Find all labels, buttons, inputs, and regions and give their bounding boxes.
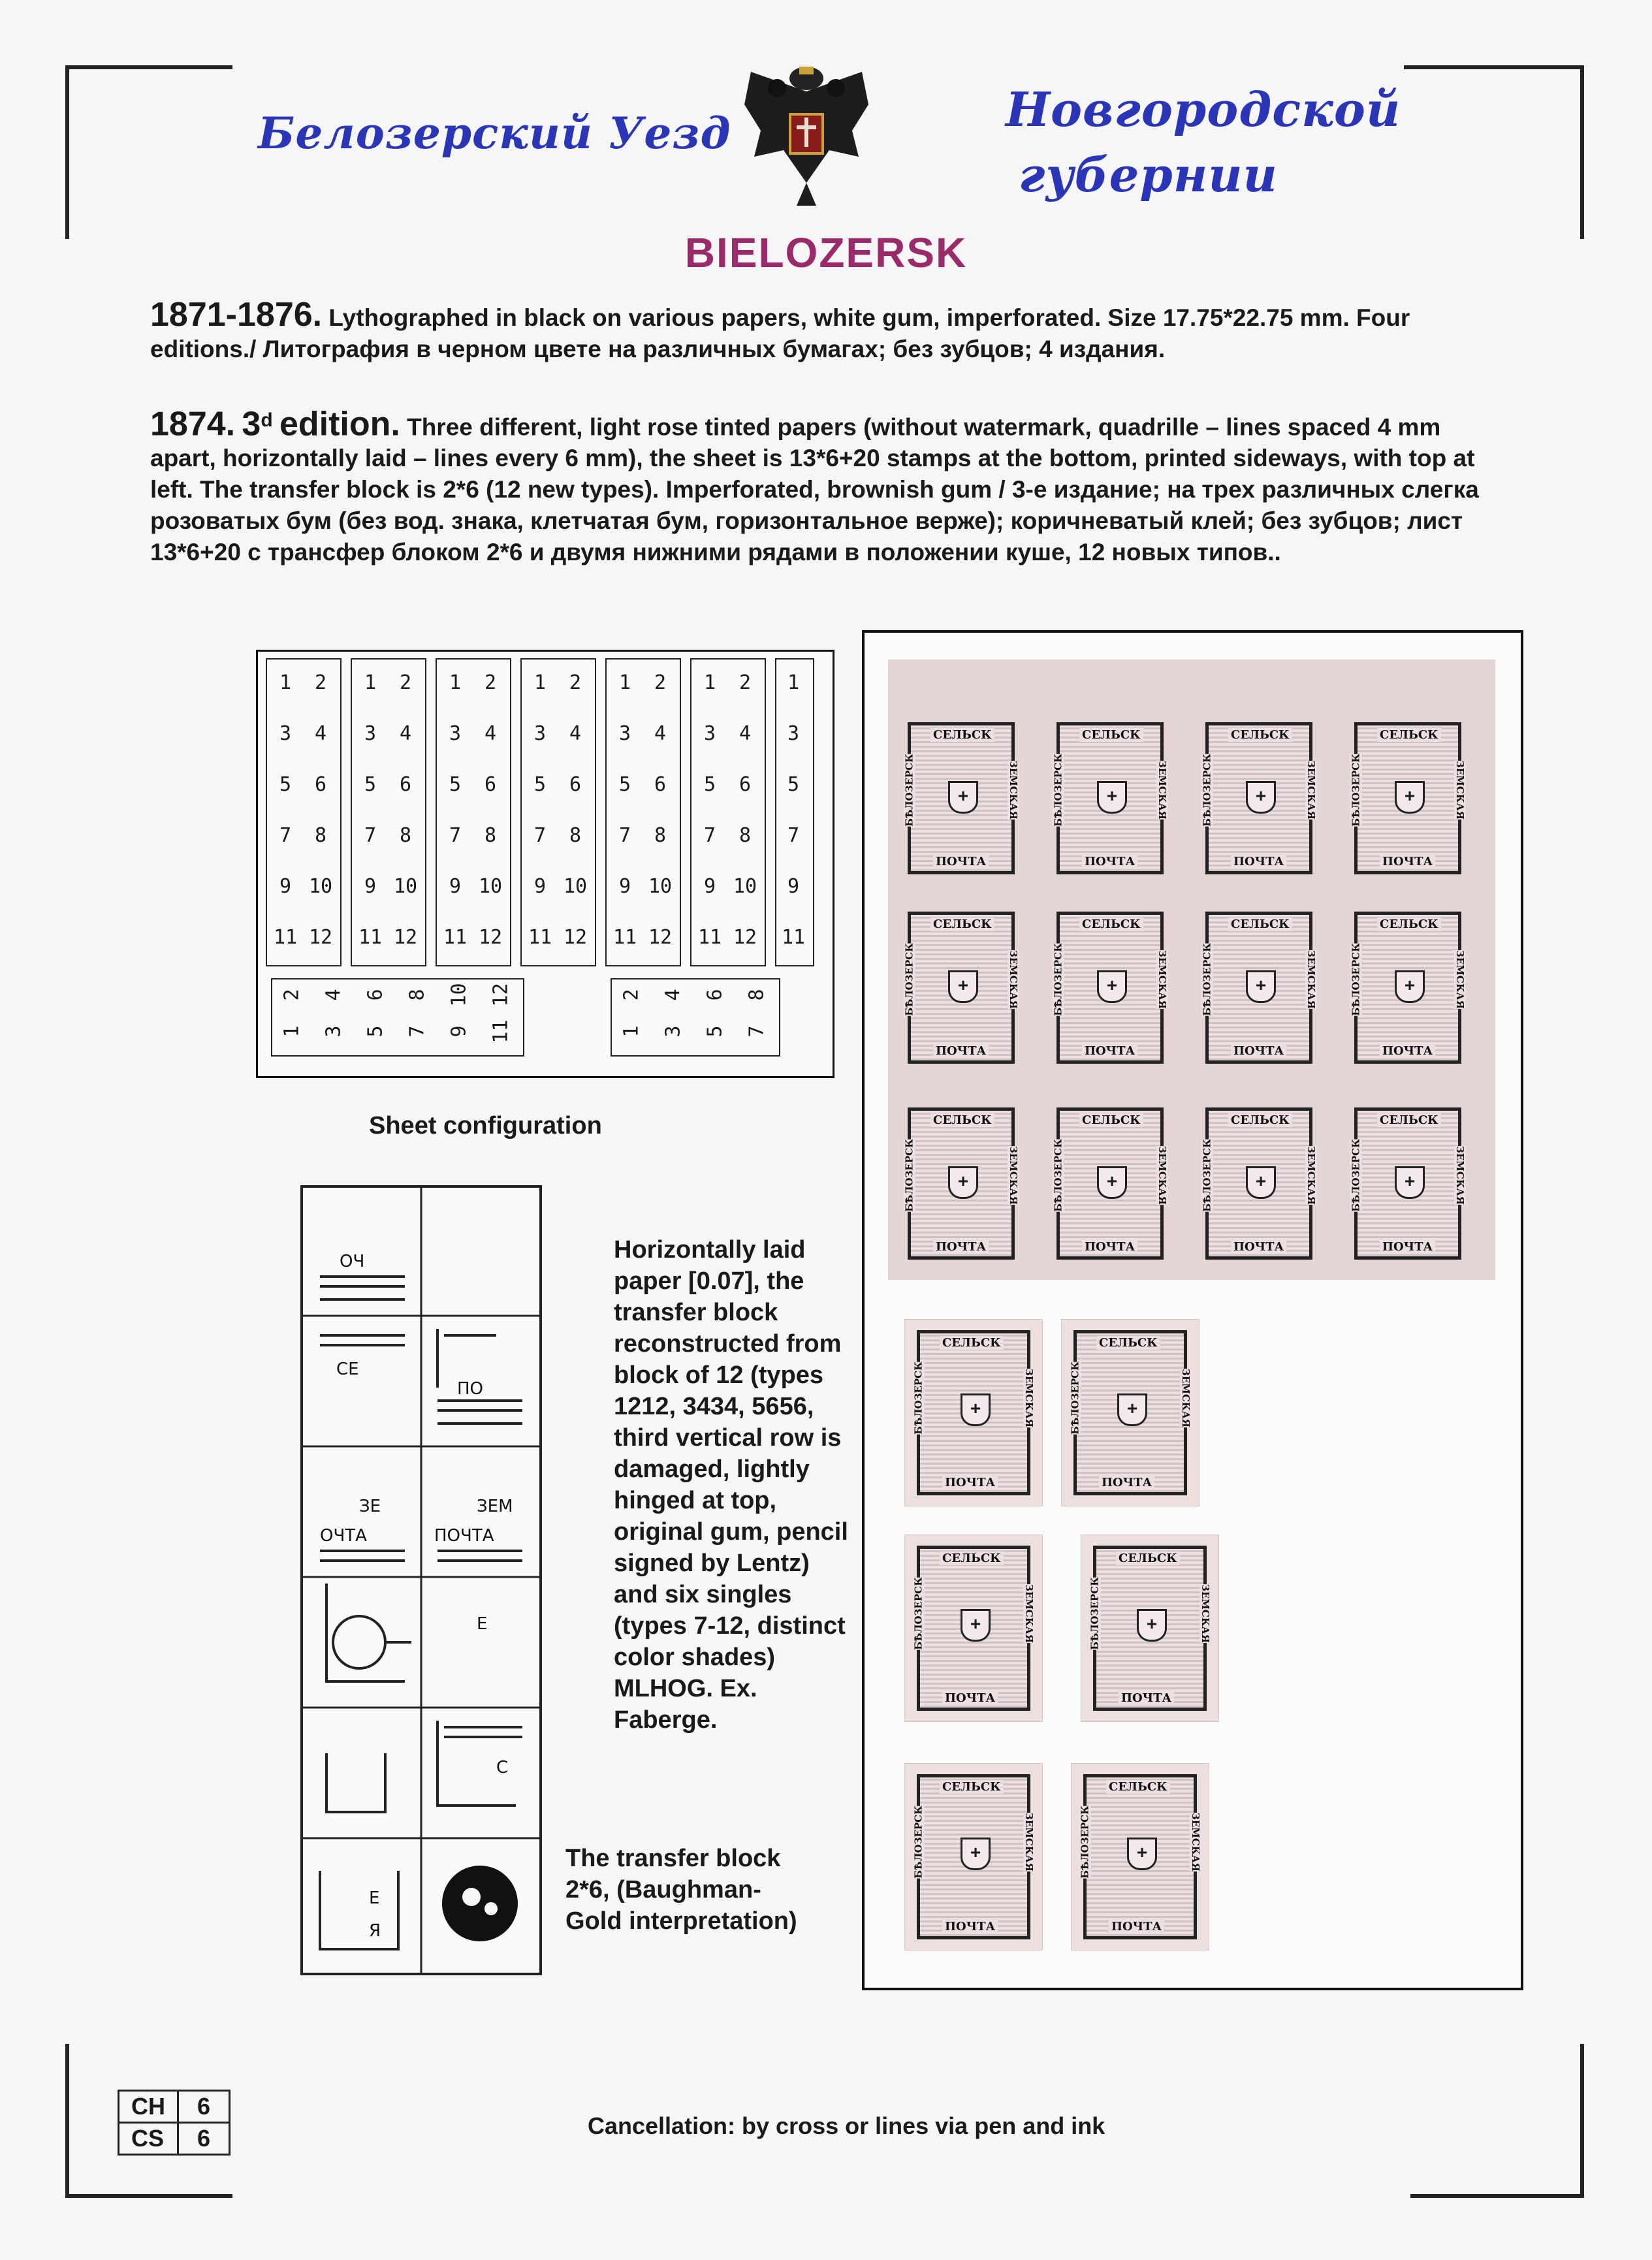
stamp-design bbox=[1350, 722, 1467, 874]
stamp-label-right: ЗЕМСКАЯ bbox=[1008, 950, 1020, 1009]
sheet-cell: 1 bbox=[449, 671, 462, 694]
sheet-cell: 7 bbox=[618, 824, 631, 847]
sheet-cell-sideways: 11 bbox=[489, 1019, 513, 1043]
stamp-label-left: БѢЛОЗЕРСК bbox=[1052, 754, 1064, 827]
edition-ordinal: 3 bbox=[242, 405, 261, 443]
stamp-label-right: ЗЕМСКАЯ bbox=[1454, 761, 1467, 820]
sheet-cell: 7 bbox=[787, 824, 800, 847]
stamp-label-top: СЕЛЬСК bbox=[1228, 728, 1292, 742]
stamp-label-bottom: ПОЧТА bbox=[933, 1240, 989, 1254]
stamp-label-bottom: ПОЧТА bbox=[1380, 1044, 1435, 1058]
edition-paragraph bbox=[150, 405, 1508, 568]
block-stamp bbox=[1045, 712, 1175, 885]
sheet-cell: 7 bbox=[279, 824, 292, 847]
stamp-label-bottom: ПОЧТА bbox=[942, 1920, 998, 1934]
stamp-cross-shield: + bbox=[1097, 781, 1127, 814]
tb-label-pochta: ПОЧТА bbox=[434, 1526, 494, 1546]
sheet-cell-sideways: 10 bbox=[447, 983, 471, 1007]
stamp-design bbox=[1052, 722, 1169, 874]
stamp-label-top: СЕЛЬСК bbox=[1228, 917, 1292, 931]
stamp-label-bottom: ПОЧТА bbox=[1231, 855, 1286, 868]
stamp-label-top: СЕЛЬСК bbox=[1377, 1113, 1441, 1127]
catalog-table bbox=[118, 2090, 230, 2156]
catalog-row bbox=[119, 2123, 230, 2155]
stamp-label-left: БѢЛОЗЕРСК bbox=[912, 1361, 925, 1435]
sheet-cell: 3 bbox=[449, 722, 462, 745]
sheet-column bbox=[605, 658, 681, 966]
stamp-label-top: СЕЛЬСК bbox=[940, 1780, 1004, 1794]
stamp-label-left: БѢЛОЗЕРСК bbox=[903, 943, 915, 1016]
imperial-eagle-emblem bbox=[731, 52, 882, 209]
block-stamp bbox=[1194, 712, 1324, 885]
tb-label-zem: ЗЕМ bbox=[477, 1497, 513, 1516]
sheet-cell-sideways: 4 bbox=[322, 989, 345, 1001]
stamp-label-bottom: ПОЧТА bbox=[1099, 1476, 1154, 1489]
sheet-cell: 8 bbox=[314, 824, 327, 847]
sheet-cell: 12 bbox=[648, 926, 673, 949]
sheet-cell: 12 bbox=[563, 926, 588, 949]
sheet-cell: 1 bbox=[618, 671, 631, 694]
sheet-column bbox=[520, 658, 596, 966]
block-stamp bbox=[1342, 901, 1473, 1074]
sheet-cell: 4 bbox=[569, 722, 582, 745]
stamp-label-top: СЕЛЬСК bbox=[1377, 917, 1441, 931]
catalog-row bbox=[119, 2091, 230, 2123]
stamp-label-left: БѢЛОЗЕРСК bbox=[1079, 1806, 1091, 1879]
sheet-cell: 7 bbox=[703, 824, 716, 847]
stamp-label-right: ЗЕМСКАЯ bbox=[1190, 1813, 1202, 1871]
block-stamp bbox=[1045, 1097, 1175, 1270]
stamp-cross-shield: + bbox=[1097, 1166, 1127, 1199]
sheet-cell: 12 bbox=[478, 926, 503, 949]
sheet-cell: 5 bbox=[533, 773, 547, 796]
stamp-cross-shield: + bbox=[1246, 970, 1276, 1003]
stamp-design bbox=[1052, 1107, 1169, 1260]
sheet-cell: 11 bbox=[781, 926, 806, 949]
sheet-cell: 2 bbox=[569, 671, 582, 694]
sheet-cell-sideways: 2 bbox=[280, 989, 304, 1001]
stamp-label-left: БѢЛОЗЕРСК bbox=[1350, 754, 1362, 827]
transfer-block-caption: The transfer block 2*6, (Baughman-Gold interpretation) bbox=[565, 1845, 797, 1935]
sheet-cell: 11 bbox=[612, 926, 637, 949]
catalog-value: 6 bbox=[178, 2123, 230, 2155]
stamp-design bbox=[903, 1107, 1020, 1260]
sheet-cell: 8 bbox=[399, 824, 412, 847]
stamp-label-top: СЕЛЬСК bbox=[930, 728, 994, 742]
stamp-design bbox=[1201, 722, 1318, 874]
sheet-cell: 2 bbox=[314, 671, 327, 694]
block-stamp bbox=[1194, 901, 1324, 1074]
stamp-label-bottom: ПОЧТА bbox=[942, 1691, 998, 1705]
stamp-design bbox=[1201, 1107, 1318, 1260]
stamp-label-top: СЕЛЬСК bbox=[1079, 917, 1143, 931]
sheet-cell: 3 bbox=[364, 722, 377, 745]
sheet-column bbox=[351, 658, 426, 966]
stamp-cross-shield: + bbox=[1395, 1166, 1425, 1199]
stamp-cross-shield: + bbox=[1117, 1393, 1147, 1426]
stamp-design bbox=[912, 1774, 1036, 1939]
sheet-cell: 10 bbox=[478, 875, 503, 898]
sheet-cell: 9 bbox=[449, 875, 462, 898]
stamp-cross-shield: + bbox=[1127, 1838, 1157, 1870]
sheet-cell: 6 bbox=[399, 773, 412, 796]
sheet-cell: 3 bbox=[787, 722, 800, 745]
sheet-cell: 4 bbox=[484, 722, 497, 745]
stamp-label-left: БѢЛОЗЕРСК bbox=[1350, 943, 1362, 1016]
stamp-label-top: СЕЛЬСК bbox=[930, 917, 994, 931]
stamp-label-right: ЗЕМСКАЯ bbox=[1454, 1146, 1467, 1205]
stamp-label-bottom: ПОЧТА bbox=[1082, 855, 1137, 868]
sheet-cell: 5 bbox=[787, 773, 800, 796]
stamp-design bbox=[1079, 1774, 1202, 1939]
stamp-cross-shield: + bbox=[948, 781, 978, 814]
stamp-design bbox=[903, 912, 1020, 1064]
sheet-cell: 9 bbox=[787, 875, 800, 898]
sheet-column bbox=[436, 658, 511, 966]
header-left-script: Белозерский Уезд bbox=[258, 108, 731, 159]
single-stamp bbox=[904, 1763, 1043, 1950]
sheet-cell-sideways: 2 bbox=[620, 989, 643, 1001]
edition-heading: edition. bbox=[279, 405, 400, 443]
intro-text: Lythographed in black on various papers, white gum, imperforated. Size 17.75*22.75 mm. Four editions./ Литография в черном цвете на различных бумагах; без зубцов; 4 издания. bbox=[150, 304, 1410, 362]
sheet-cell-sideways: 6 bbox=[364, 989, 387, 1001]
stamp-design bbox=[1350, 1107, 1467, 1260]
stamp-label-left: БѢЛОЗЕРСК bbox=[1350, 1139, 1362, 1212]
stamp-cross-shield: + bbox=[961, 1838, 991, 1870]
sheet-cell: 11 bbox=[528, 926, 552, 949]
stamp-label-left: БѢЛОЗЕРСК bbox=[1201, 1139, 1213, 1212]
sheet-cell-sideways: 1 bbox=[280, 1025, 304, 1038]
sheet-cell: 3 bbox=[533, 722, 547, 745]
sheet-cell: 12 bbox=[393, 926, 418, 949]
sheet-cell: 7 bbox=[449, 824, 462, 847]
stamp-label-left: БѢЛОЗЕРСК bbox=[1069, 1361, 1081, 1435]
sheet-cell-sideways: 3 bbox=[661, 1025, 685, 1038]
stamp-design bbox=[912, 1330, 1036, 1495]
stamp-label-left: БѢЛОЗЕРСК bbox=[1052, 1139, 1064, 1212]
stamp-cross-shield: + bbox=[961, 1393, 991, 1426]
stamp-label-right: ЗЕМСКАЯ bbox=[1454, 950, 1467, 1009]
stamp-label-bottom: ПОЧТА bbox=[1380, 855, 1435, 868]
sheet-cell: 11 bbox=[358, 926, 383, 949]
stamp-label-bottom: ПОЧТА bbox=[1231, 1044, 1286, 1058]
sheet-cell: 5 bbox=[279, 773, 292, 796]
stamp-cross-shield: + bbox=[1246, 1166, 1276, 1199]
sheet-cell: 11 bbox=[697, 926, 722, 949]
sheet-cell: 5 bbox=[703, 773, 716, 796]
sheet-cell: 3 bbox=[618, 722, 631, 745]
corner-top-left bbox=[65, 65, 232, 239]
catalog-value: 6 bbox=[178, 2091, 230, 2123]
sheet-cell-sideways: 12 bbox=[489, 983, 513, 1007]
tb-label-s: С bbox=[496, 1758, 509, 1777]
stamp-label-left: БѢЛОЗЕРСК bbox=[1052, 943, 1064, 1016]
sheet-cell: 1 bbox=[787, 671, 800, 694]
sheet-column bbox=[690, 658, 766, 966]
tb-label-ya: Я bbox=[369, 1921, 381, 1941]
sheet-cell: 8 bbox=[484, 824, 497, 847]
stamp-label-right: ЗЕМСКАЯ bbox=[1023, 1584, 1036, 1643]
stamp-label-right: ЗЕМСКАЯ bbox=[1305, 761, 1318, 820]
block-stamp bbox=[1342, 712, 1473, 885]
stamp-label-bottom: ПОЧТА bbox=[942, 1476, 998, 1489]
stamp-label-top: СЕЛЬСК bbox=[1228, 1113, 1292, 1127]
stamp-label-bottom: ПОЧТА bbox=[1082, 1240, 1137, 1254]
sheet-cell: 9 bbox=[618, 875, 631, 898]
stamp-label-right: ЗЕМСКАЯ bbox=[1156, 761, 1169, 820]
edition-ordinal-sup: d bbox=[261, 409, 273, 431]
header-right-script-2: губернии bbox=[1019, 147, 1278, 202]
tb-label-po: ПО bbox=[457, 1379, 484, 1399]
sheet-cell-sideways: 5 bbox=[364, 1025, 387, 1038]
sheet-cell: 10 bbox=[563, 875, 588, 898]
stamp-cross-shield: + bbox=[1395, 781, 1425, 814]
tb-label-e2: Е bbox=[369, 1888, 380, 1908]
sheet-cell: 3 bbox=[703, 722, 716, 745]
sheet-cell: 1 bbox=[703, 671, 716, 694]
stamp-label-bottom: ПОЧТА bbox=[1380, 1240, 1435, 1254]
stamp-label-top: СЕЛЬСК bbox=[1116, 1552, 1180, 1565]
sheet-cell-sideways: 8 bbox=[405, 989, 429, 1001]
sheet-cell: 12 bbox=[733, 926, 757, 949]
stamp-label-top: СЕЛЬСК bbox=[930, 1113, 994, 1127]
sheet-cell-sideways: 9 bbox=[447, 1025, 471, 1038]
stamp-label-top: СЕЛЬСК bbox=[1377, 728, 1441, 742]
sheet-cell-sideways: 3 bbox=[322, 1025, 345, 1038]
stamp-label-left: БѢЛОЗЕРСК bbox=[912, 1577, 925, 1650]
stamp-cross-shield: + bbox=[1137, 1609, 1167, 1642]
transfer-block-diagram bbox=[300, 1185, 542, 1975]
sheet-cell: 1 bbox=[533, 671, 547, 694]
stamp-label-right: ЗЕМСКАЯ bbox=[1156, 1146, 1169, 1205]
catalog-label: CH bbox=[119, 2091, 178, 2123]
single-stamp bbox=[904, 1319, 1043, 1506]
stamp-label-top: СЕЛЬСК bbox=[1079, 728, 1143, 742]
sheet-cell: 5 bbox=[364, 773, 377, 796]
stamp-label-right: ЗЕМСКАЯ bbox=[1180, 1369, 1192, 1427]
stamp-label-bottom: ПОЧТА bbox=[1082, 1044, 1137, 1058]
sheet-cell: 10 bbox=[648, 875, 673, 898]
sheet-cell: 1 bbox=[279, 671, 292, 694]
stamp-label-right: ЗЕМСКАЯ bbox=[1008, 761, 1020, 820]
sheet-cell: 7 bbox=[364, 824, 377, 847]
sheet-column bbox=[266, 658, 342, 966]
sheet-cell: 4 bbox=[399, 722, 412, 745]
sheet-cell-sideways: 6 bbox=[703, 989, 727, 1001]
sheet-cell: 1 bbox=[364, 671, 377, 694]
tb-label-och: ОЧ bbox=[340, 1252, 365, 1271]
sheet-cell-sideways: 4 bbox=[661, 989, 685, 1001]
corner-bottom-right bbox=[1410, 2044, 1584, 2198]
stamp-label-bottom: ПОЧТА bbox=[933, 1044, 989, 1058]
sheet-cell-sideways: 5 bbox=[703, 1025, 727, 1038]
stamp-cross-shield: + bbox=[948, 970, 978, 1003]
stamp-cross-shield: + bbox=[948, 1166, 978, 1199]
sheet-cell: 9 bbox=[703, 875, 716, 898]
sheet-cell: 11 bbox=[443, 926, 468, 949]
stamp-design bbox=[1201, 912, 1318, 1064]
sheet-cell: 9 bbox=[279, 875, 292, 898]
corner-top-right bbox=[1404, 65, 1584, 239]
intro-paragraph bbox=[150, 296, 1508, 365]
single-stamp bbox=[1071, 1763, 1209, 1950]
cancellation-note: Cancellation: by cross or lines via pen and ink bbox=[588, 2112, 1105, 2139]
sheet-cell-sideways: 7 bbox=[745, 1025, 769, 1038]
block-stamp bbox=[1045, 901, 1175, 1074]
sheet-cell: 4 bbox=[314, 722, 327, 745]
stamp-label-left: БѢЛОЗЕРСК bbox=[903, 1139, 915, 1212]
sheet-cell: 11 bbox=[273, 926, 298, 949]
sheet-cell: 9 bbox=[364, 875, 377, 898]
tb-label-ze: ЗЕ bbox=[359, 1497, 381, 1516]
stamp-label-left: БѢЛОЗЕРСК bbox=[912, 1806, 925, 1879]
sheet-cell: 2 bbox=[654, 671, 667, 694]
edition-year: 1874. bbox=[150, 405, 236, 443]
stamp-label-left: БѢЛОЗЕРСК bbox=[1201, 943, 1213, 1016]
sheet-cell: 8 bbox=[739, 824, 752, 847]
single-stamp bbox=[904, 1535, 1043, 1722]
stamp-cross-shield: + bbox=[961, 1609, 991, 1642]
sheet-caption: Sheet configuration bbox=[369, 1112, 602, 1139]
stamp-design bbox=[912, 1546, 1036, 1711]
sheet-cell-sideways: 1 bbox=[620, 1025, 643, 1038]
sheet-cell: 5 bbox=[618, 773, 631, 796]
tb-label-se: СЕ bbox=[336, 1360, 359, 1379]
stamp-design bbox=[1052, 912, 1169, 1064]
single-stamp bbox=[1061, 1319, 1199, 1506]
page-title: BIELOZERSK bbox=[684, 229, 968, 276]
sheet-cell: 2 bbox=[399, 671, 412, 694]
sheet-cell: 4 bbox=[654, 722, 667, 745]
edition-text: Three different, light rose tinted papers (without watermark, quadrille – lines spaced 4 mm apart, horizontally laid – lines every 6 mm), the sheet is 13*6+20 stamps at the bottom, printed sideways, with top at left. The transfer block is 2*6 (12 new types). Imperforated, brownish gum / 3-е издание; на трех различных слегка розоватых бум (без вод. знака, клетчатая бум, горизонтальное верже); коричневатый клей; без зубцов; лист 13*6+20 с трансфер блоком 2*6 и двумя нижними рядами в положении куше, 12 новых типов.. bbox=[150, 413, 1479, 566]
header-right-script-1: Новгородской bbox=[1006, 82, 1401, 137]
stamp-design bbox=[1088, 1546, 1212, 1711]
sheet-cell: 12 bbox=[308, 926, 333, 949]
stamp-label-top: СЕЛЬСК bbox=[940, 1336, 1004, 1350]
block-stamp bbox=[1342, 1097, 1473, 1270]
stamp-label-top: СЕЛЬСК bbox=[1096, 1336, 1160, 1350]
stamp-label-top: СЕЛЬСК bbox=[1079, 1113, 1143, 1127]
sheet-cell: 4 bbox=[739, 722, 752, 745]
sheet-cell: 7 bbox=[533, 824, 547, 847]
stamp-label-right: ЗЕМСКАЯ bbox=[1199, 1584, 1212, 1643]
sheet-cell: 2 bbox=[484, 671, 497, 694]
block-stamp bbox=[1194, 1097, 1324, 1270]
stamp-label-right: ЗЕМСКАЯ bbox=[1023, 1369, 1036, 1427]
sheet-cell: 6 bbox=[739, 773, 752, 796]
sheet-cell: 10 bbox=[393, 875, 418, 898]
stamp-label-left: БѢЛОЗЕРСК bbox=[1201, 754, 1213, 827]
stamp-label-left: БѢЛОЗЕРСК bbox=[1088, 1577, 1101, 1650]
stamp-label-right: ЗЕМСКАЯ bbox=[1305, 950, 1318, 1009]
tb-label-ochta: ОЧТА bbox=[320, 1526, 367, 1546]
tb-label-e1: Е bbox=[477, 1614, 488, 1634]
sheet-cell-sideways: 8 bbox=[745, 989, 769, 1001]
stamp-label-bottom: ПОЧТА bbox=[1109, 1920, 1164, 1934]
stamp-label-top: СЕЛЬСК bbox=[940, 1552, 1004, 1565]
stamp-cross-shield: + bbox=[1246, 781, 1276, 814]
sheet-cell: 5 bbox=[449, 773, 462, 796]
stamp-label-bottom: ПОЧТА bbox=[933, 855, 989, 868]
catalog-label: CS bbox=[119, 2123, 178, 2155]
sheet-cell: 6 bbox=[569, 773, 582, 796]
stamp-cross-shield: + bbox=[1097, 970, 1127, 1003]
sheet-cell: 9 bbox=[533, 875, 547, 898]
block-stamp bbox=[896, 901, 1026, 1074]
sheet-cell: 8 bbox=[569, 824, 582, 847]
lot-description: Horizontally laid paper [0.07], the transfer block reconstructed from block of 12 (types 1212, 3434, 5656, third vertical row is damaged, lightly hinged at top, original gum, pencil signed by Lentz) and six singles (types 7-12, distinct color shades) MLHOG. Ex. Faberge. bbox=[614, 1236, 848, 1734]
stamp-label-right: ЗЕМСКАЯ bbox=[1156, 950, 1169, 1009]
sheet-cell: 10 bbox=[308, 875, 333, 898]
single-stamp bbox=[1081, 1535, 1219, 1722]
block-stamp bbox=[896, 712, 1026, 885]
stamp-design bbox=[1069, 1330, 1192, 1495]
stamp-label-right: ЗЕМСКАЯ bbox=[1305, 1146, 1318, 1205]
stamp-label-bottom: ПОЧТА bbox=[1119, 1691, 1174, 1705]
sheet-single-column bbox=[775, 658, 814, 966]
stamp-design bbox=[903, 722, 1020, 874]
stamp-label-left: БѢЛОЗЕРСК bbox=[903, 754, 915, 827]
sheet-cell: 6 bbox=[484, 773, 497, 796]
stamp-cross-shield: + bbox=[1395, 970, 1425, 1003]
sheet-cell: 8 bbox=[654, 824, 667, 847]
stamp-label-right: ЗЕМСКАЯ bbox=[1008, 1146, 1020, 1205]
sheet-sideways-block-1 bbox=[271, 978, 524, 1057]
sheet-cell: 6 bbox=[314, 773, 327, 796]
intro-years: 1871-1876. bbox=[150, 296, 323, 334]
stamp-label-bottom: ПОЧТА bbox=[1231, 1240, 1286, 1254]
stamp-design bbox=[1350, 912, 1467, 1064]
sheet-cell-sideways: 7 bbox=[405, 1025, 429, 1038]
stamp-label-top: СЕЛЬСК bbox=[1106, 1780, 1170, 1794]
sheet-cell: 6 bbox=[654, 773, 667, 796]
sheet-cell: 3 bbox=[279, 722, 292, 745]
sheet-cell: 2 bbox=[739, 671, 752, 694]
stamp-label-right: ЗЕМСКАЯ bbox=[1023, 1813, 1036, 1871]
sheet-cell: 10 bbox=[733, 875, 757, 898]
sheet-configuration-diagram bbox=[256, 650, 834, 1078]
block-stamp bbox=[896, 1097, 1026, 1270]
